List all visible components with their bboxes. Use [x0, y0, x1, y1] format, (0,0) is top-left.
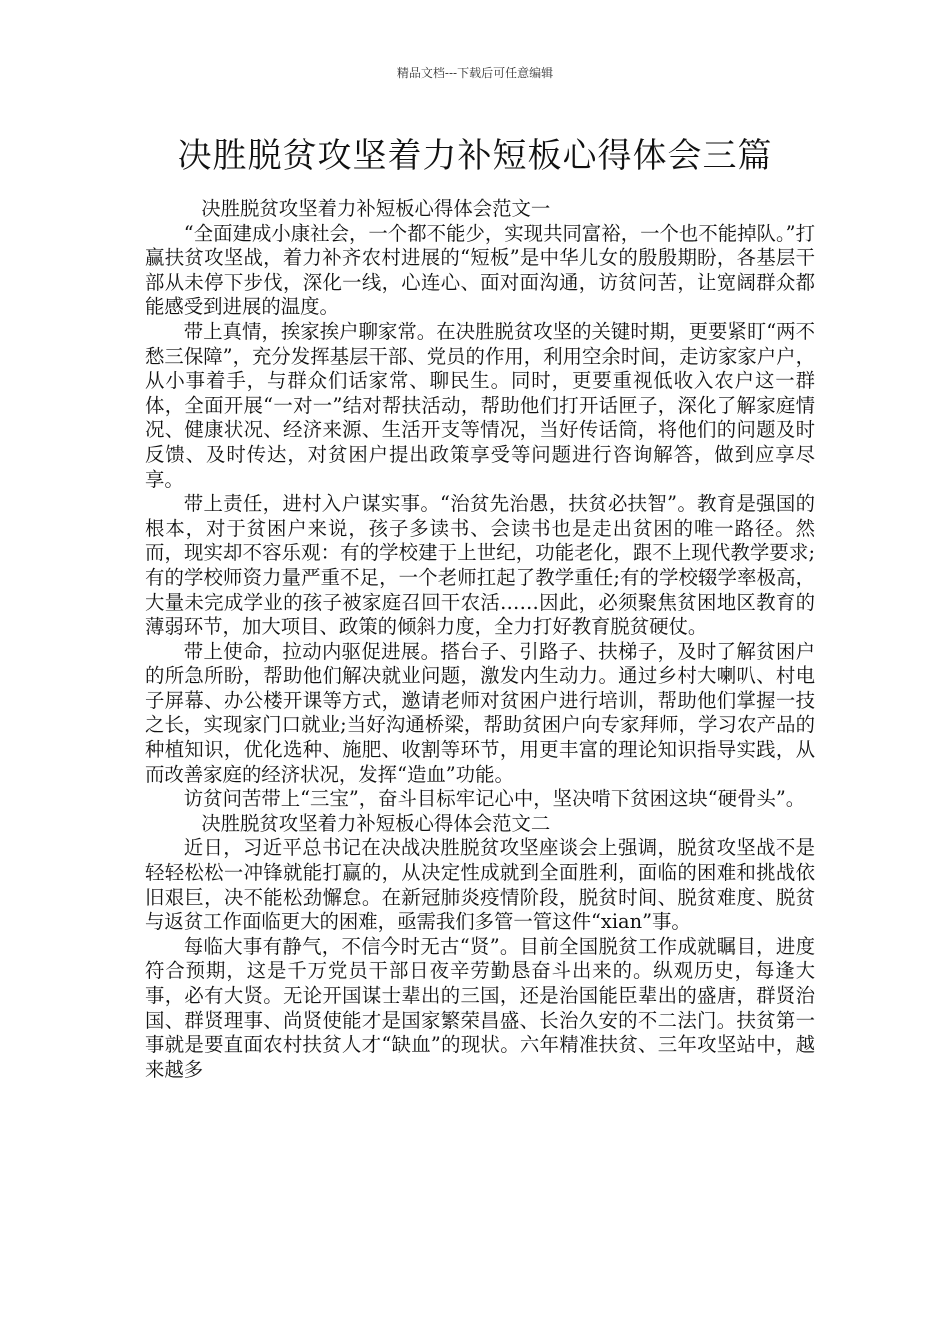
- document-body: [145, 197, 815, 1082]
- paragraph: 带上真情，挨家挨户聊家常。在决胜脱贫攻坚的关键时期，更要紧盯“两不愁三保障”，充分发挥基层干部、党员的作用，利用空余时间，走访家家户户，从小事着手，与群众们话家常、聊民生。同时，更要重视低收入农户这一群体，全面开展“一对一”结对帮扶活动，帮助他们打开话匣子，深化了解家庭情况、健康状况、经济来源、生活开支等情况，当好传话筒，将他们的问题及时反馈、及时传达，对贫困户提出政策享受等问题进行咨询解答，做到应享尽享。: [145, 319, 815, 491]
- section-heading-2: 决胜脱贫攻坚着力补短板心得体会范文二: [201, 811, 551, 835]
- header-note: 精品文档---下载后可任意编辑: [396, 66, 554, 80]
- paragraph: 带上使命，拉动内驱促进展。搭台子、引路子、扶梯子，及时了解贫困户的所急所盼，帮助他们解决就业问题，激发内生动力。通过乡村大喇叭、村电子屏幕、办公楼开课等方式，邀请老师对贫困户进行培训，帮助他们掌握一技之长，实现家门口就业;当好沟通桥梁，帮助贫困户向专家拜师，学习农产品的种植知识，优化选种、施肥、收割等环节，用更丰富的理论知识指导实践，从而改善家庭的经济状况，发挥“造血”功能。: [145, 639, 815, 786]
- section-heading-1: 决胜脱贫攻坚着力补短板心得体会范文一: [201, 197, 551, 220]
- document-title: 决胜脱贫攻坚着力补短板心得体会三篇: [177, 136, 773, 176]
- paragraph: 带上责任，进村入户谋实事。“治贫先治愚，扶贫必扶智”。教育是强国的根本，对于贫困户来说，孩子多读书、会读书也是走出贫困的唯一路径。然而，现实却不容乐观：有的学校建于上世纪，功能老化，跟不上现代教学要求;有的学校师资力量严重不足，一个老师扛起了教学重任;有的学校辍学率极高，大量未完成学业的孩子被家庭召回干农活……因此，必须聚焦贫困地区教育的薄弱环节，加大项目、政策的倾斜力度，全力打好教育脱贫硬仗。: [145, 492, 815, 639]
- paragraph: 每临大事有静气，不信今时无古“贤”。目前全国脱贫工作成就瞩目，进度符合预期，这是千万党员干部日夜辛劳勤恳奋斗出来的。纵观历史，每逢大事，必有大贤。无论开国谋士辈出的三国，还是治国能臣辈出的盛唐，群贤治国、群贤理事、尚贤使能才是国家繁荣昌盛、长治久安的不二法门。扶贫第一事就是要直面农村扶贫人才“缺血”的现状。六年精准扶贫、三年攻坚站中，越来越多: [145, 934, 815, 1081]
- paragraph: 近日，习近平总书记在决战决胜脱贫攻坚座谈会上强调，脱贫攻坚战不是轻轻松松一冲锋就能打赢的，从决定性成就到全面胜利，面临的困难和挑战依旧艰巨，决不能松劲懈怠。在新冠肺炎疫情阶段，脱贫时间、脱贫难度、脱贫与返贫工作面临更大的困难，亟需我们多管一管这件“xian”事。: [145, 836, 815, 934]
- paragraph: 访贫问苦带上“三宝”，奋斗目标牢记心中，坚决啃下贫困这块“硬骨头”。: [183, 787, 806, 811]
- paragraph: “全面建成小康社会，一个都不能少，实现共同富裕，一个也不能掉队。”打赢扶贫攻坚战，着力补齐农村进展的“短板”是中华儿女的殷殷期盼，各基层干部从未停下步伐，深化一线，心连心、面对面沟通，访贫问苦，让宽阔群众都能感受到进展的温度。: [145, 221, 815, 319]
